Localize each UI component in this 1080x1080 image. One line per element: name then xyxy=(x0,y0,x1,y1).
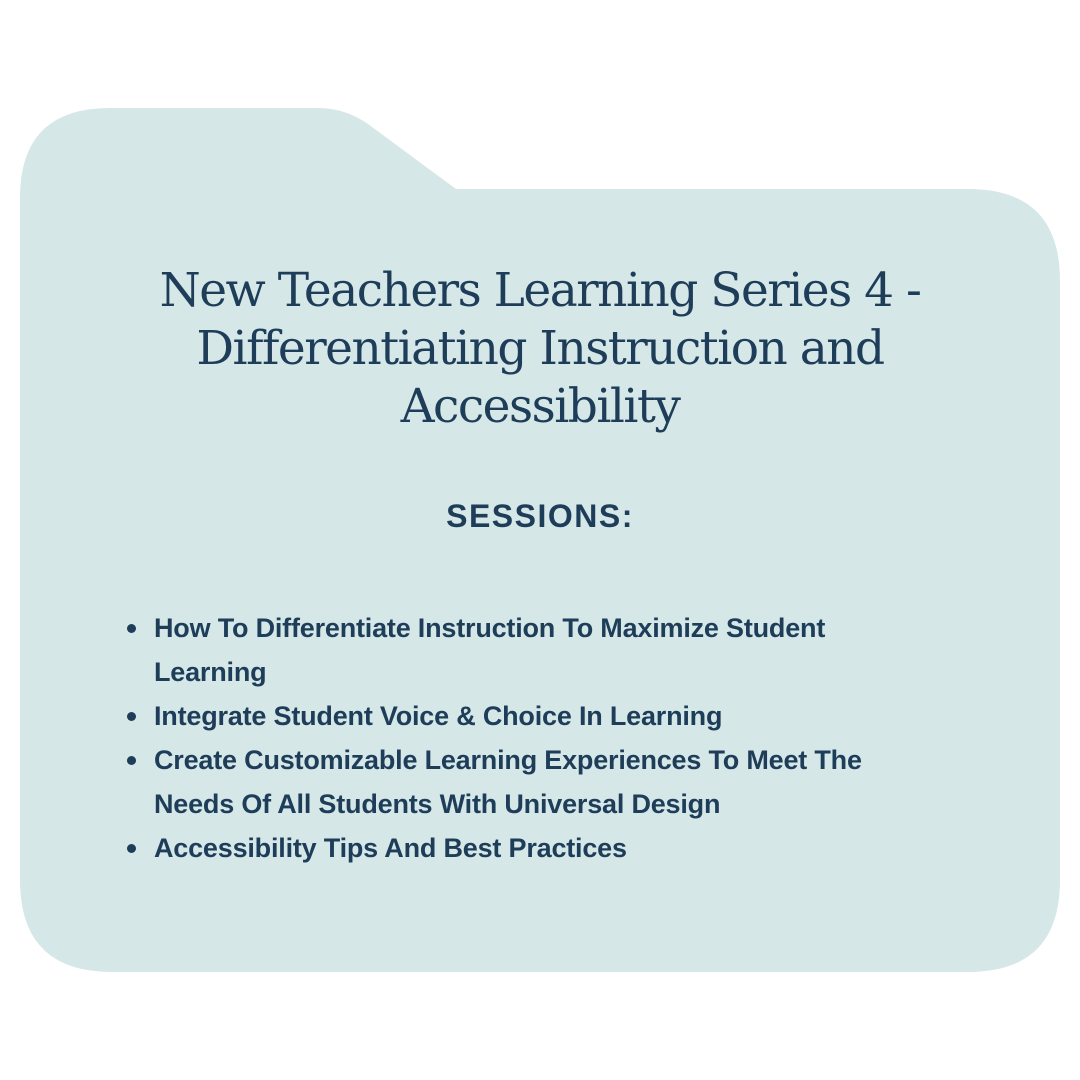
bullet-icon xyxy=(127,756,136,765)
session-line: Needs Of All Students With Universal Design xyxy=(154,789,721,819)
session-line: Learning xyxy=(154,657,267,687)
title-line-3: Accessibility xyxy=(400,379,680,434)
session-item xyxy=(154,738,974,826)
bullet-icon xyxy=(127,624,136,633)
sessions-heading: SESSIONS: xyxy=(446,498,634,534)
bullet-icon xyxy=(127,712,136,721)
session-line: How To Differentiate Instruction To Maximize Student xyxy=(154,613,826,643)
sessions-list xyxy=(154,606,974,870)
session-item xyxy=(154,694,974,738)
bullet-icon xyxy=(127,844,136,853)
session-line: Integrate Student Voice & Choice In Learning xyxy=(154,701,723,731)
session-item xyxy=(154,826,974,870)
title-line-1: New Teachers Learning Series 4 - xyxy=(159,263,921,318)
session-item xyxy=(154,606,974,694)
session-line: Accessibility Tips And Best Practices xyxy=(154,833,627,863)
title-line-2: Differentiating Instruction and xyxy=(196,321,884,376)
session-line: Create Customizable Learning Experiences To Meet The xyxy=(154,745,862,775)
page-title xyxy=(140,262,940,436)
